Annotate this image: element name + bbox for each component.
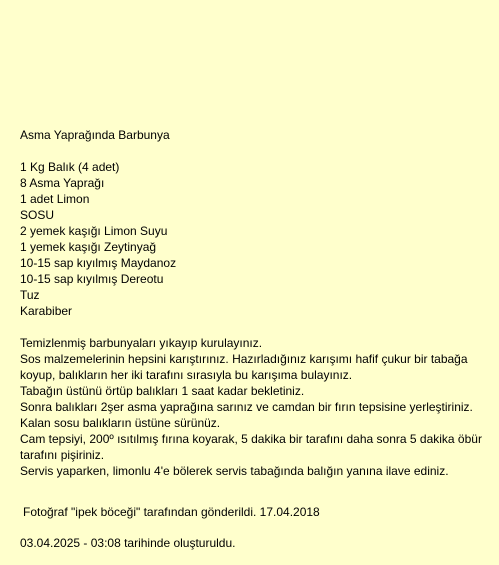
ingredient-item: Tuz: [20, 288, 40, 302]
ingredient-item: 8 Asma Yaprağı: [20, 176, 105, 190]
ingredient-item: 1 Kg Balık (4 adet): [20, 160, 120, 174]
instruction-step: Tabağın üstünü örtüp balıkları 1 saat kadar bekletiniz.: [20, 384, 305, 398]
ingredient-item: 1 adet Limon: [20, 192, 90, 206]
ingredient-item: 10-15 sap kıyılmış Maydanoz: [20, 256, 177, 270]
recipe-page: [20, 127, 490, 551]
instruction-step: Sos malzemelerinin hepsini karıştırınız. Hazırladığınız karışımı hafif çukur bir tabağa koyup, balıkların her iki tarafını sırasıyla bu karışıma bulayınız.: [20, 352, 468, 382]
ingredient-item: 2 yemek kaşığı Limon Suyu: [20, 224, 168, 238]
ingredient-item: 10-15 sap kıyılmış Dereotu: [20, 272, 164, 286]
photo-credit: Fotoğraf "ipek böceği" tarafından gönderildi. 17.04.2018: [23, 505, 320, 519]
recipe-title: Asma Yaprağında Barbunya: [20, 128, 170, 142]
instruction-step: Cam tepsiyi, 200º ısıtılmış fırına koyarak, 5 dakika bir tarafını daha sonra 5 dakika öbür tarafını pişiriniz.: [20, 432, 482, 462]
instruction-step: Temizlenmiş barbunyaları yıkayıp kurulayınız.: [20, 336, 263, 350]
created-timestamp: 03.04.2025 - 03:08 tarihinde oluşturuldu.: [20, 536, 236, 550]
ingredient-item: Karabiber: [20, 304, 73, 318]
ingredient-item: 1 yemek kaşığı Zeytinyağ: [20, 240, 157, 254]
footer: [20, 504, 490, 551]
instruction-step: Sonra balıkları 2şer asma yaprağına sarınız ve camdan bir fırın tepsisine yerleştiriniz. Kalan sosu balıkların üstüne sürünüz.: [20, 400, 473, 430]
instructions: [20, 335, 490, 479]
ingredients-list: [20, 159, 490, 319]
sauce-heading: SOSU: [20, 208, 55, 222]
instruction-step: Servis yaparken, limonlu 4'e bölerek servis tabağında balığın yanına ilave ediniz.: [20, 464, 449, 478]
